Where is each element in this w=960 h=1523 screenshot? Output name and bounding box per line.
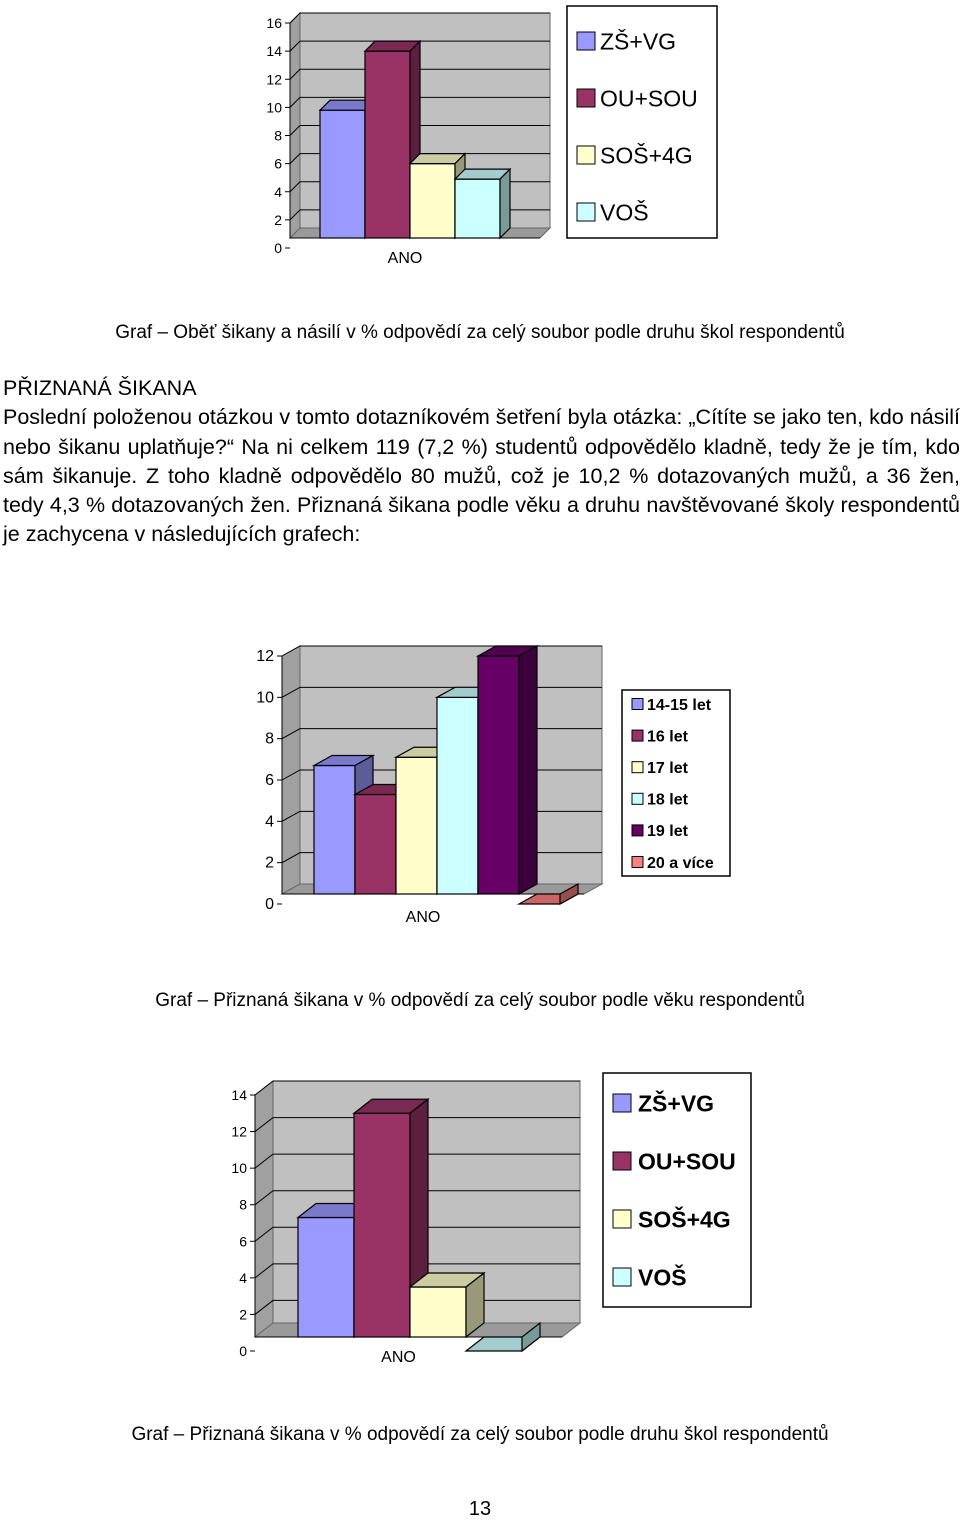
y-tick-label: 6	[239, 1233, 247, 1250]
y-tick-label: 10	[256, 689, 274, 707]
legend-swatch	[632, 825, 643, 836]
y-tick-label: 2	[274, 211, 282, 228]
x-category-label: ANO	[405, 909, 441, 926]
chart-admitted-by-age	[0, 620, 960, 940]
legend-label: OU+SOU	[600, 85, 698, 112]
chart-caption-age: Graf – Přiznaná šikana v % odpovědí za celý soubor podle věku respondentů	[155, 990, 805, 1011]
chart-admitted-by-school-svg	[0, 1055, 960, 1380]
y-tick-label: 0	[265, 896, 274, 913]
bar	[410, 164, 455, 238]
legend-swatch	[613, 1268, 631, 1286]
y-tick-label: 6	[274, 155, 282, 172]
legend-swatch	[577, 32, 595, 50]
section-admitted-bullying	[3, 374, 960, 550]
y-tick-label: 4	[265, 813, 274, 831]
y-tick-label: 2	[265, 854, 274, 872]
legend-label: 16 let	[647, 728, 688, 746]
x-category-label: ANO	[387, 250, 423, 267]
chart-admitted-by-school	[0, 1055, 960, 1380]
y-tick-label: 2	[239, 1306, 247, 1323]
bar	[410, 1287, 466, 1337]
x-category-label: ANO	[381, 1349, 416, 1366]
legend-box	[622, 690, 730, 876]
legend-label: VOŠ	[600, 199, 649, 226]
y-tick-label: 12	[231, 1123, 247, 1140]
legend-swatch	[613, 1094, 631, 1112]
section-heading: PŘIZNANÁ ŠIKANA	[3, 376, 197, 400]
legend-swatch	[632, 762, 643, 773]
legend-label: 14-15 let	[647, 696, 712, 714]
bar	[455, 179, 500, 238]
legend-swatch	[577, 89, 595, 107]
legend-label: SOŠ+4G	[638, 1206, 731, 1233]
bar	[437, 697, 478, 894]
legend-label: SOŠ+4G	[600, 142, 693, 169]
y-tick-label: 0	[239, 1343, 247, 1359]
y-tick-label: 8	[265, 730, 274, 748]
legend-label: OU+SOU	[638, 1148, 736, 1175]
y-tick-label: 4	[274, 183, 282, 200]
side-wall	[282, 646, 300, 894]
legend-swatch	[613, 1152, 631, 1170]
legend-label: 20 a více	[647, 854, 714, 872]
chart-caption-victims: Graf – Oběť šikany a násilí v % odpovědí za celý soubor podle druhu škol respondentů	[115, 322, 845, 343]
legend-label: ZŠ+VG	[638, 1090, 715, 1117]
legend-label: 18 let	[647, 791, 688, 809]
bar	[355, 794, 396, 894]
y-tick-label: 10	[266, 99, 282, 116]
y-tick-label: 8	[239, 1196, 247, 1213]
chart-admitted-by-age-svg	[0, 620, 960, 940]
legend-swatch	[632, 793, 643, 804]
y-tick-label: 0	[274, 240, 282, 256]
legend-swatch	[632, 699, 643, 710]
legend-label: VOŠ	[638, 1264, 687, 1291]
y-tick-label: 4	[239, 1269, 247, 1286]
legend-swatch	[632, 730, 643, 741]
chart-caption-school: Graf – Přiznaná šikana v % odpovědí za celý soubor podle druhu škol respondentů	[131, 1424, 829, 1445]
bar	[478, 656, 519, 894]
legend-label: ZŠ+VG	[600, 28, 677, 55]
chart-victims-by-school	[0, 0, 960, 275]
legend-label: 17 let	[647, 759, 688, 777]
bar-side	[500, 169, 510, 238]
y-tick-label: 6	[265, 772, 274, 789]
bar	[396, 757, 437, 894]
legend-swatch	[577, 203, 595, 221]
legend-label: 19 let	[647, 823, 688, 841]
y-tick-label: 16	[266, 15, 282, 31]
bar	[314, 766, 355, 894]
legend-swatch	[632, 857, 643, 868]
y-tick-label: 14	[231, 1087, 247, 1103]
bar	[320, 110, 365, 238]
bar	[365, 51, 410, 238]
chart-victims-by-school-svg	[0, 0, 960, 275]
bar	[354, 1113, 410, 1337]
y-tick-label: 8	[274, 127, 282, 144]
y-tick-label: 14	[266, 43, 282, 60]
legend-swatch	[613, 1210, 631, 1228]
y-tick-label: 10	[231, 1160, 247, 1177]
bar	[298, 1218, 354, 1337]
section-paragraph: Poslední položenou otázkou v tomto dotazníkovém šetření byla otázka: „Cítíte se jako ten, kdo násilí nebo šikanu uplatňuje?“ Na ni celkem 119 (7,2 %) studentů odpovědělo kladně, tedy že je tím, kdo sám šikanuje. Z toho kladně odpovědělo 80 mužů, což je 10,2 % dotazovaných mužů, a 36 žen, tedy 4,3 % dotazovaných žen. Přiznaná šikana podle věku a druhu navštěvované školy respondentů je zachycena v následujících grafech:	[3, 405, 960, 547]
page-number: 13	[468, 1498, 492, 1520]
bar-side	[519, 646, 537, 894]
y-tick-label: 12	[266, 71, 282, 88]
legend-swatch	[577, 146, 595, 164]
y-tick-label: 12	[256, 648, 274, 665]
